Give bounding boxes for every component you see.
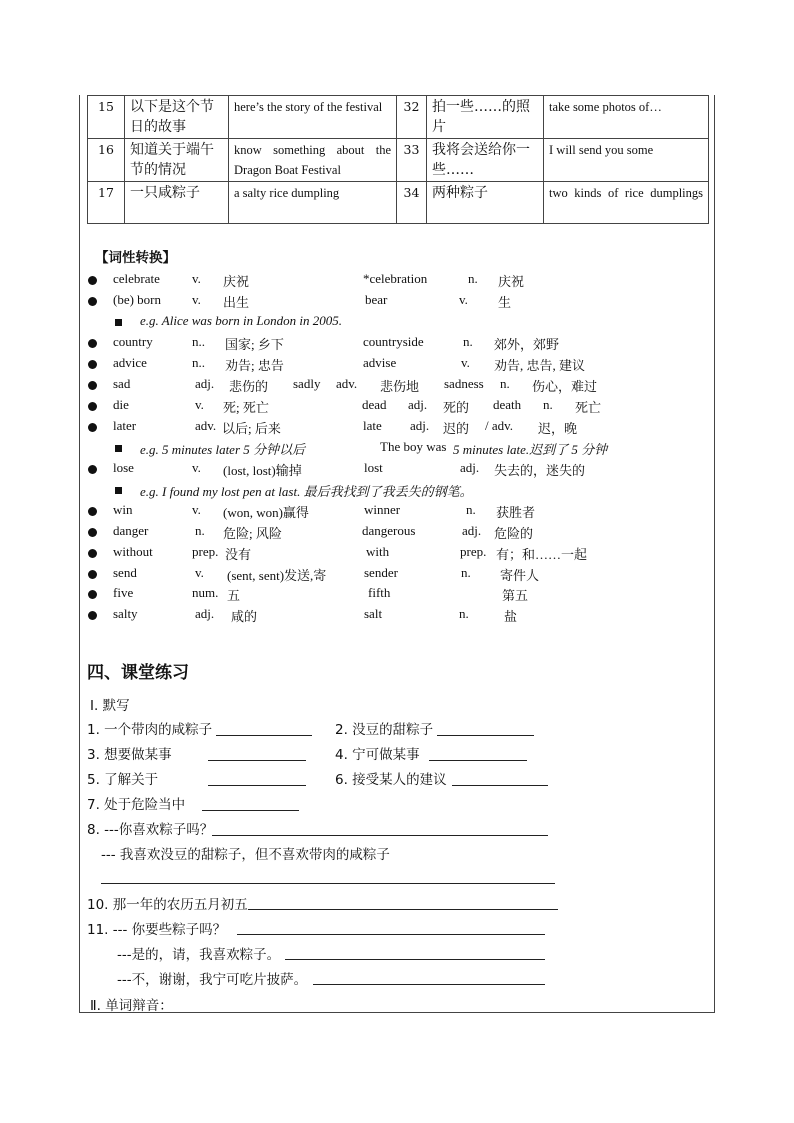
meaning: (won, won)赢得	[223, 505, 309, 520]
part-of-speech: adj.	[195, 376, 215, 391]
meaning: 没有	[225, 547, 252, 562]
example-sentence: e.g. 5 minutes later 5 分钟以后	[140, 442, 306, 457]
part-of-speech: v.	[192, 271, 201, 286]
bullet-icon	[88, 549, 97, 558]
list-item	[88, 523, 708, 543]
chinese-phrase: 两种粽子	[427, 182, 544, 224]
meaning: 有；和……一起	[496, 547, 588, 562]
bullet-icon	[88, 570, 97, 579]
part-of-speech: adj.	[195, 606, 215, 621]
example-sentence: e.g. I found my lost pen at last. 最后我找到了我丢失的钢笔。	[140, 484, 473, 499]
answer-line[interactable]	[101, 883, 555, 884]
english-phrase: here’s the story of the festival	[229, 96, 397, 139]
list-item	[88, 418, 708, 438]
answer-line[interactable]	[437, 735, 534, 736]
english-phrase: know something about the Dragon Boat Festival	[229, 139, 397, 182]
meaning: 出生	[223, 295, 250, 310]
part-of-speech: v.	[461, 355, 470, 370]
part-of-speech: n.	[463, 334, 473, 349]
word: salt	[364, 606, 383, 621]
answer-line[interactable]	[429, 760, 527, 761]
question-6: 6. 接受某人的建议	[335, 772, 447, 788]
question-1: 1. 一个带肉的咸粽子	[87, 722, 213, 738]
meaning: 迟，晚	[538, 421, 578, 436]
meaning: 郊外，郊野	[494, 337, 560, 352]
word: sadness	[444, 376, 484, 391]
meaning: 盐	[504, 609, 518, 624]
word: win	[113, 502, 133, 517]
meaning: 劝告, 忠告, 建议	[494, 358, 586, 373]
word: five	[113, 585, 134, 600]
word: *celebration	[363, 271, 428, 286]
row-number: 33	[397, 139, 427, 182]
list-item	[88, 565, 708, 585]
question-4: 4. 宁可做某事	[335, 747, 420, 763]
meaning: (lost, lost)输掉	[223, 463, 302, 478]
answer-line[interactable]	[202, 810, 299, 811]
meaning: 迟的	[443, 421, 470, 436]
part2-title: Ⅱ. 单词辩音：	[90, 998, 173, 1014]
word: lost	[364, 460, 383, 475]
part-of-speech: n.	[461, 565, 471, 580]
question-5: 5. 了解关于	[87, 772, 159, 788]
example-sentence: The boy was	[380, 439, 447, 454]
row-number: 32	[397, 96, 427, 139]
section-title: 四、课堂练习	[87, 663, 189, 683]
word: send	[113, 565, 137, 580]
question-11-no: ---不，谢谢，我宁可吃片披萨。	[117, 972, 308, 988]
example-item	[88, 481, 708, 501]
list-item	[88, 292, 708, 312]
part-of-speech: n.	[543, 397, 553, 412]
word: dead	[362, 397, 387, 412]
part-of-speech: n.	[195, 523, 205, 538]
word: country	[113, 334, 153, 349]
part-of-speech: prep.	[192, 544, 219, 559]
row-number: 17	[88, 182, 125, 224]
meaning: 死的	[443, 400, 470, 415]
meaning: 伤心，难过	[532, 379, 598, 394]
example-sentence: 5 minutes late.迟到了 5 分钟	[453, 442, 608, 457]
part-of-speech: n.	[466, 502, 476, 517]
table-row	[88, 139, 709, 182]
part-of-speech: n.	[459, 606, 469, 621]
word: advise	[363, 355, 397, 370]
part-of-speech: v.	[192, 502, 201, 517]
word: late	[363, 418, 382, 433]
bullet-icon	[88, 402, 97, 411]
answer-line[interactable]	[248, 909, 558, 910]
meaning: 国家; 乡下	[225, 337, 284, 352]
word: sender	[364, 565, 398, 580]
list-item	[88, 544, 708, 564]
answer-line[interactable]	[208, 760, 306, 761]
meaning: (sent, sent)发送,寄	[227, 568, 327, 583]
meaning: 死; 死亡	[223, 400, 269, 415]
meaning: 咸的	[231, 609, 258, 624]
square-bullet-icon	[115, 487, 122, 494]
word: die	[113, 397, 129, 412]
bullet-icon	[88, 360, 97, 369]
row-number: 34	[397, 182, 427, 224]
row-number: 16	[88, 139, 125, 182]
bullet-icon	[88, 507, 97, 516]
square-bullet-icon	[115, 319, 122, 326]
meaning: 悲伤地	[380, 379, 420, 394]
part-of-speech: adj.	[408, 397, 428, 412]
part-of-speech: v.	[195, 397, 204, 412]
meaning: 危险; 风险	[223, 526, 282, 541]
part-of-speech: v.	[192, 460, 201, 475]
word: death	[493, 397, 522, 412]
list-item	[88, 460, 708, 480]
question-8-reply: --- 我喜欢没豆的甜粽子，但不喜欢带肉的咸粽子	[101, 847, 390, 863]
part-of-speech: adv.	[336, 376, 358, 391]
part-of-speech: v.	[459, 292, 468, 307]
answer-line[interactable]	[237, 934, 545, 935]
english-phrase: take some photos of…	[544, 96, 709, 139]
part-of-speech: adv.	[195, 418, 217, 433]
word: with	[366, 544, 390, 559]
meaning: 庆祝	[498, 274, 525, 289]
word: dangerous	[362, 523, 416, 538]
bullet-icon	[88, 339, 97, 348]
bullet-icon	[88, 381, 97, 390]
word: without	[113, 544, 153, 559]
list-item	[88, 271, 708, 291]
question-2: 2. 没豆的甜粽子	[335, 722, 434, 738]
question-8: 8. ---你喜欢粽子吗？	[87, 822, 214, 838]
english-phrase: a salty rice dumpling	[229, 182, 397, 224]
list-item	[88, 334, 708, 354]
chinese-phrase: 我将会送给你一些……	[427, 139, 544, 182]
bullet-icon	[88, 423, 97, 432]
word: (be) born	[113, 292, 162, 307]
table-row	[88, 182, 709, 224]
meaning: 五	[227, 588, 241, 603]
example-sentence: e.g. Alice was born in London in 2005.	[140, 313, 342, 328]
meaning: 以后; 后来	[222, 421, 281, 436]
word: later	[113, 418, 137, 433]
bullet-icon	[88, 611, 97, 620]
part-of-speech: adj.	[462, 523, 482, 538]
meaning: 失去的，迷失的	[494, 463, 586, 478]
part-of-speech: v.	[192, 292, 201, 307]
bullet-icon	[88, 590, 97, 599]
meaning: 第五	[502, 588, 529, 603]
word: fifth	[368, 585, 391, 600]
word: sadly	[293, 376, 321, 391]
word: countryside	[363, 334, 424, 349]
answer-line[interactable]	[452, 785, 548, 786]
word: lose	[113, 460, 134, 475]
part-of-speech: num.	[192, 585, 219, 600]
list-item	[88, 397, 708, 417]
answer-line[interactable]	[313, 984, 545, 985]
meaning: 生	[498, 295, 512, 310]
chinese-phrase: 知道关于端午节的情况	[125, 139, 229, 182]
part-of-speech: n..	[192, 355, 205, 370]
list-item	[88, 606, 708, 626]
example-item	[88, 313, 708, 333]
meaning: 庆祝	[223, 274, 250, 289]
part-of-speech: n.	[468, 271, 478, 286]
chinese-phrase: 一只咸粽子	[125, 182, 229, 224]
list-item	[88, 502, 708, 522]
word: bear	[365, 292, 388, 307]
meaning: 获胜者	[496, 505, 536, 520]
part-of-speech: n.	[500, 376, 510, 391]
meaning: 死亡	[575, 400, 602, 415]
part-of-speech: prep.	[460, 544, 487, 559]
answer-line[interactable]	[216, 735, 312, 736]
part-of-speech: adj.	[410, 418, 430, 433]
word: sad	[113, 376, 131, 391]
english-phrase: I will send you some	[544, 139, 709, 182]
english-phrase: two kinds of rice dumplings	[544, 182, 709, 224]
example-item	[88, 439, 708, 459]
word: advice	[113, 355, 147, 370]
word: winner	[364, 502, 401, 517]
list-item	[88, 376, 708, 396]
meaning: 悲伤的	[229, 379, 269, 394]
meaning: 危险的	[494, 526, 534, 541]
answer-line[interactable]	[208, 785, 306, 786]
list-item	[88, 585, 708, 605]
square-bullet-icon	[115, 445, 122, 452]
word: danger	[113, 523, 149, 538]
question-10: 10. 那一年的农历五月初五	[87, 897, 248, 913]
answer-line[interactable]	[212, 835, 548, 836]
meaning: 寄件人	[500, 568, 540, 583]
question-11: 11. --- 你要些粽子吗？	[87, 922, 227, 938]
part1-title: Ⅰ. 默写	[90, 698, 130, 714]
bullet-icon	[88, 465, 97, 474]
question-7: 7. 处于危险当中	[87, 797, 186, 813]
answer-line[interactable]	[285, 959, 545, 960]
word: salty	[113, 606, 138, 621]
part-of-speech: v.	[195, 565, 204, 580]
row-number: 15	[88, 96, 125, 139]
bullet-icon	[88, 528, 97, 537]
list-item	[88, 355, 708, 375]
chinese-phrase: 以下是这个节日的故事	[125, 96, 229, 139]
part-of-speech: adj.	[460, 460, 480, 475]
vocab-table	[87, 95, 709, 224]
word-forms-title: 【词性转换】	[95, 250, 176, 266]
bullet-icon	[88, 297, 97, 306]
word: celebrate	[113, 271, 160, 286]
part-of-speech: n..	[192, 334, 205, 349]
question-11-yes: ---是的，请，我喜欢粽子。	[117, 947, 281, 963]
chinese-phrase: 拍一些……的照片	[427, 96, 544, 139]
table-row	[88, 96, 709, 139]
meaning: 劝告; 忠告	[225, 358, 284, 373]
part-of-speech: / adv.	[485, 418, 514, 433]
bullet-icon	[88, 276, 97, 285]
question-3: 3. 想要做某事	[87, 747, 172, 763]
